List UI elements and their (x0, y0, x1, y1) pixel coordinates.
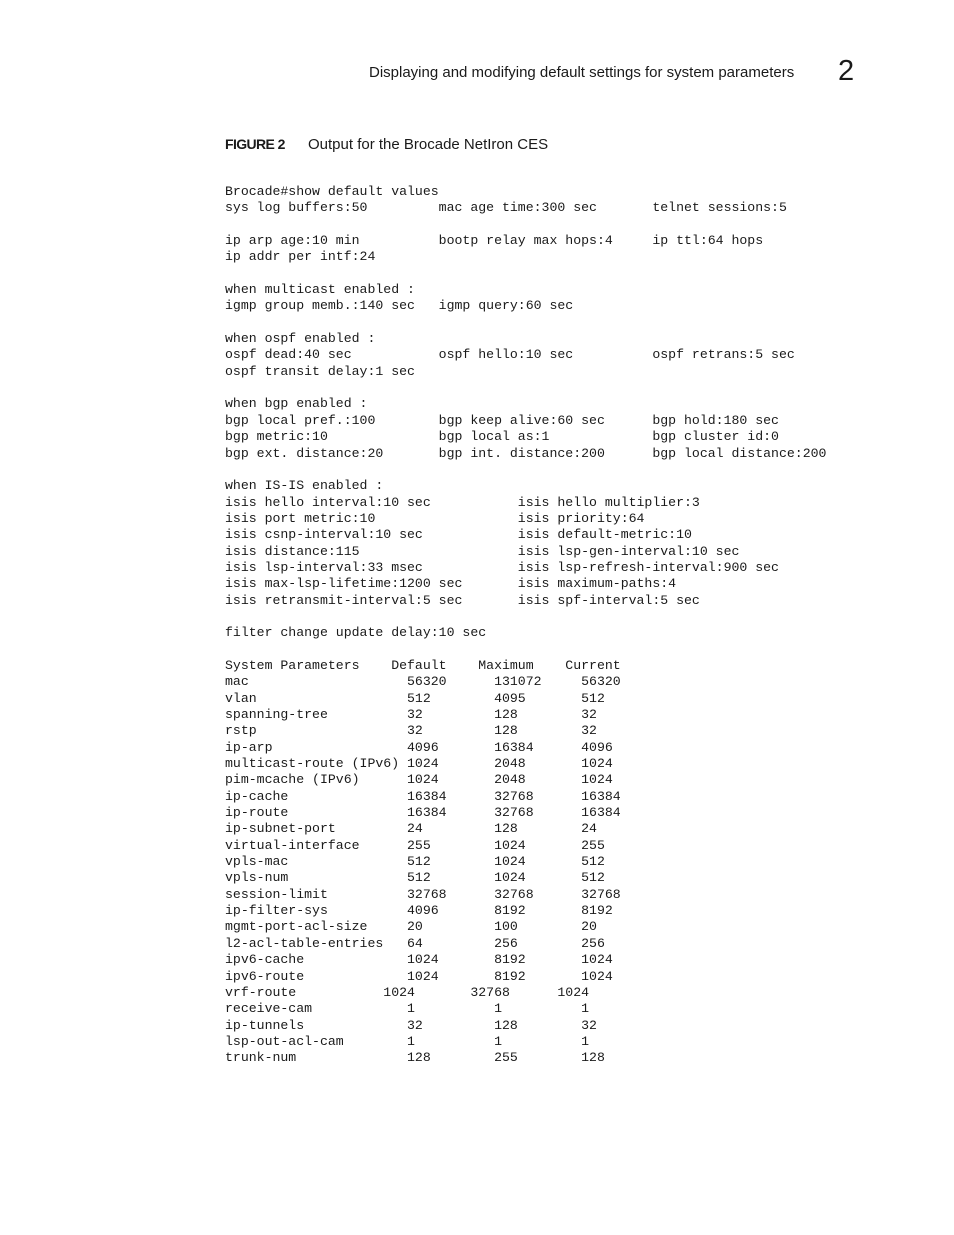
terminal-line: ip-subnet-port 24 128 24 (225, 821, 597, 837)
terminal-line: bgp metric:10 bgp local as:1 bgp cluster id:0 (225, 429, 779, 445)
chapter-number: 2 (838, 55, 855, 87)
terminal-line: ip addr per intf:24 (225, 249, 376, 265)
terminal-line: trunk-num 128 255 128 (225, 1050, 605, 1066)
terminal-line (225, 462, 826, 478)
terminal-line: filter change update delay:10 sec (225, 625, 487, 641)
figure-label: FIGURE 2 (225, 136, 285, 152)
terminal-line: isis csnp-interval:10 sec isis default-metric:10 (225, 527, 692, 543)
terminal-line: Brocade#show default values (225, 184, 439, 199)
terminal-line (225, 266, 826, 282)
terminal-line: ip-tunnels 32 128 32 (225, 1017, 597, 1033)
terminal-line: mac 56320 131072 56320 (225, 674, 621, 690)
terminal-line: vpls-mac 512 1024 512 (225, 854, 605, 870)
terminal-line: isis lsp-interval:33 msec isis lsp-refresh-interval:900 sec (225, 559, 779, 575)
terminal-line: pim-mcache (IPv6) 1024 2048 1024 (225, 772, 613, 788)
terminal-line: sys log buffers:50 mac age time:300 sec telnet sessions:5 (225, 200, 787, 216)
terminal-line: isis port metric:10 isis priority:64 (225, 510, 645, 526)
terminal-line: rstp 32 128 32 (225, 723, 597, 739)
terminal-line: vrf-route 1024 32768 1024 (225, 984, 590, 1000)
terminal-line (225, 609, 826, 625)
terminal-line: ip-arp 4096 16384 4096 (225, 739, 613, 755)
terminal-line: when bgp enabled : (225, 396, 368, 412)
terminal-line: lsp-out-acl-cam 1 1 1 (225, 1033, 590, 1049)
terminal-line: vpls-num 512 1024 512 (225, 870, 605, 886)
terminal-line: when ospf enabled : (225, 331, 376, 347)
terminal-line: ospf dead:40 sec ospf hello:10 sec ospf retrans:5 sec (225, 347, 795, 363)
terminal-line: ip-route 16384 32768 16384 (225, 805, 621, 821)
terminal-line (225, 217, 826, 233)
terminal-line: isis hello interval:10 sec isis hello multiplier:3 (225, 494, 700, 510)
terminal-line: spanning-tree 32 128 32 (225, 707, 597, 722)
terminal-line (225, 380, 826, 396)
terminal-line: vlan 512 4095 512 (225, 690, 605, 706)
page-header-title: Displaying and modifying default settings for system parameters (369, 64, 795, 81)
terminal-line: igmp group memb.:140 sec igmp query:60 sec (225, 298, 574, 314)
terminal-line: System Parameters Default Maximum Current (225, 657, 621, 673)
terminal-line: ip-filter-sys 4096 8192 8192 (225, 903, 613, 919)
terminal-line (225, 315, 826, 331)
terminal-line: receive-cam 1 1 1 (225, 1001, 590, 1017)
terminal-line: mgmt-port-acl-size 20 100 20 (225, 919, 597, 935)
terminal-line (225, 642, 826, 658)
figure-caption (225, 134, 548, 155)
terminal-line: ipv6-cache 1024 8192 1024 (225, 952, 613, 968)
terminal-line: ip arp age:10 min bootp relay max hops:4 ip ttl:64 hops (225, 233, 764, 249)
terminal-line: isis distance:115 isis lsp-gen-interval:10 sec (225, 543, 740, 559)
figure-caption-text: Output for the Brocade NetIron CES (308, 136, 549, 153)
terminal-line: virtual-interface 255 1024 255 (225, 837, 605, 853)
terminal-line: l2-acl-table-entries 64 256 256 (225, 935, 605, 951)
terminal-line: session-limit 32768 32768 32768 (225, 886, 621, 902)
terminal-output-block (225, 184, 826, 1067)
terminal-line: when multicast enabled : (225, 282, 415, 298)
terminal-line: bgp local pref.:100 bgp keep alive:60 sec bgp hold:180 sec (225, 412, 779, 428)
terminal-line: ipv6-route 1024 8192 1024 (225, 968, 613, 984)
terminal-line: when IS-IS enabled : (225, 478, 384, 494)
terminal-line: isis max-lsp-lifetime:1200 sec isis maximum-paths:4 (225, 576, 677, 592)
terminal-line: ip-cache 16384 32768 16384 (225, 788, 621, 804)
terminal-line: ospf transit delay:1 sec (225, 363, 415, 379)
terminal-line: isis retransmit-interval:5 sec isis spf-interval:5 sec (225, 592, 700, 608)
terminal-line: multicast-route (IPv6) 1024 2048 1024 (225, 756, 613, 772)
terminal-line: bgp ext. distance:20 bgp int. distance:200 bgp local distance:200 (225, 445, 827, 461)
